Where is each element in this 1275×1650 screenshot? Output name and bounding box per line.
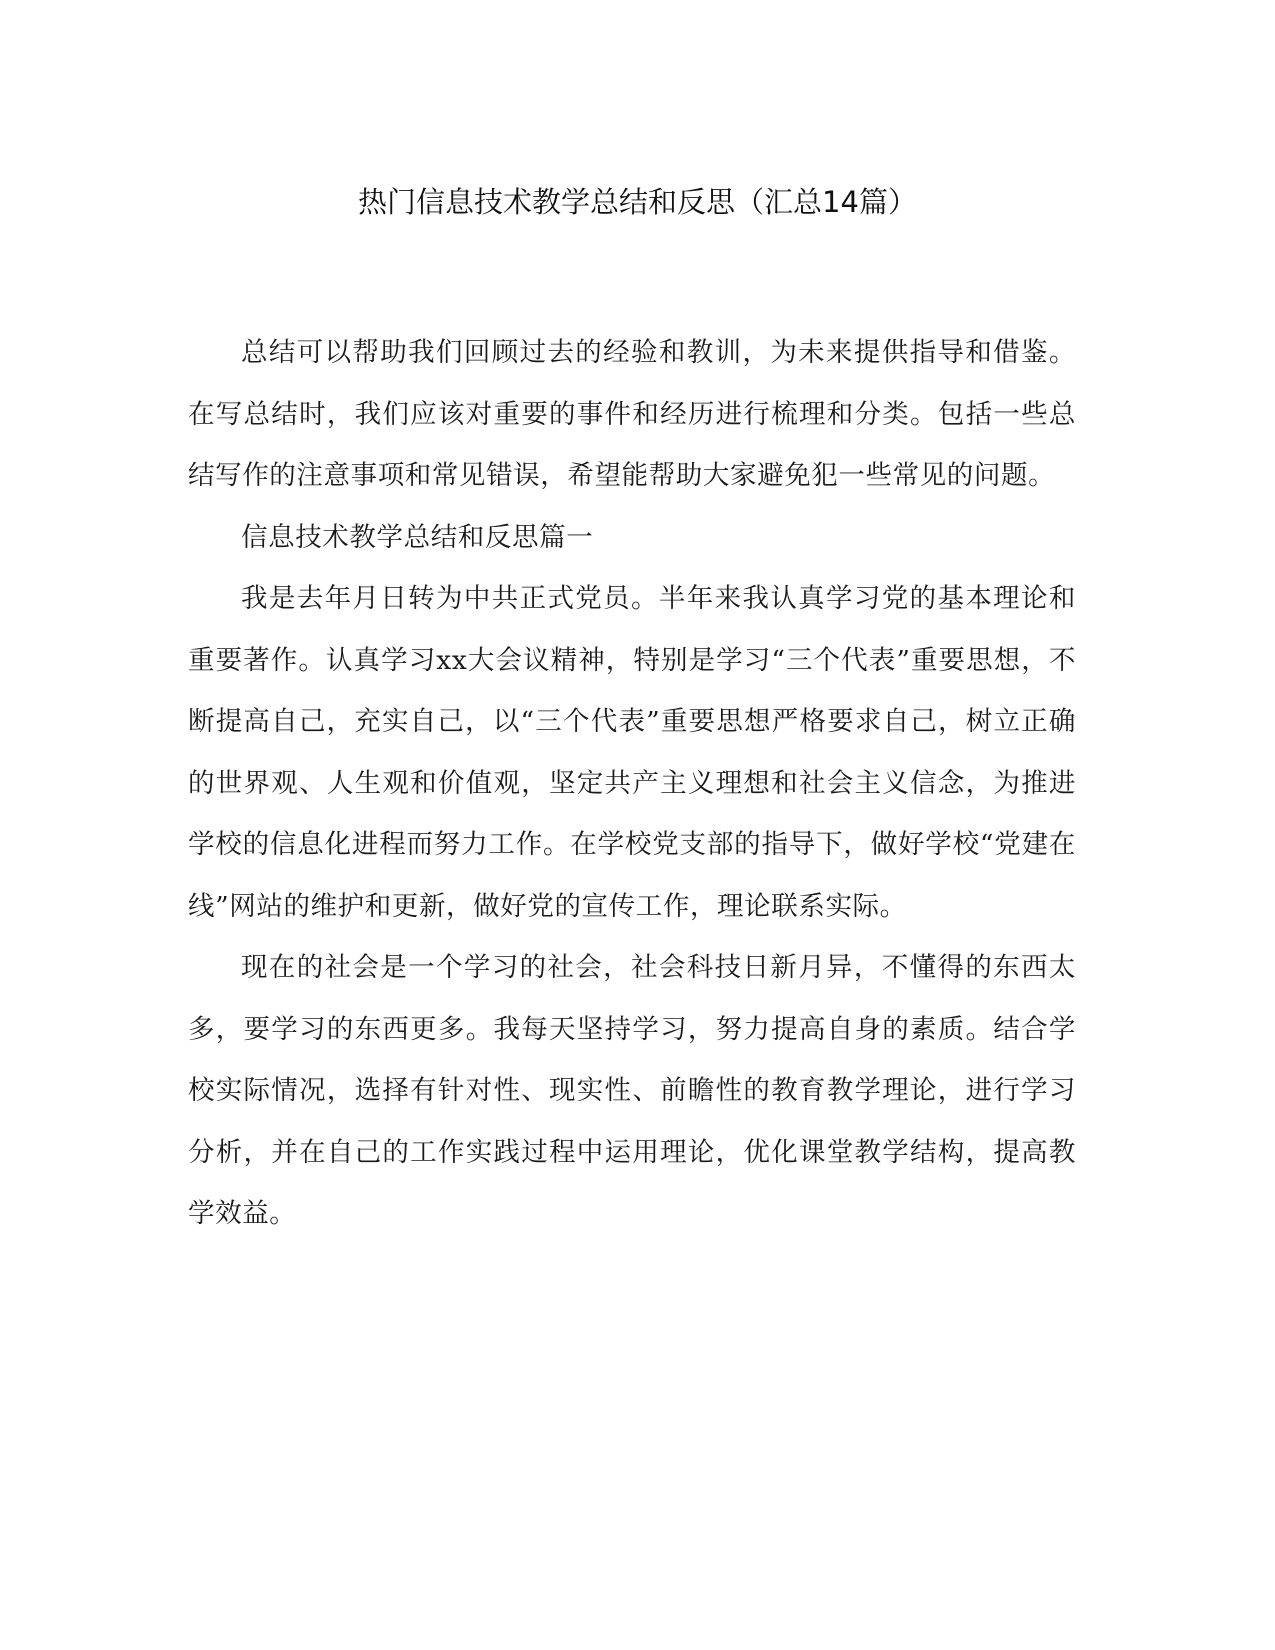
- section-heading: 信息技术教学总结和反思篇一: [241, 521, 594, 553]
- intro-paragraph: 总结可以帮助我们回顾过去的经验和教训，为未来提供指导和借鉴。在写总结时，我们应该对重要的事件和经历进行梳理和分类。包括一些总结写作的注意事项和常见错误，希望能帮助大家避免犯一些常见的问题。: [188, 337, 1076, 491]
- document-title: 热门信息技术教学总结和反思（汇总14篇）: [358, 185, 917, 219]
- body-paragraph: 现在的社会是一个学习的社会，社会科技日新月异，不懂得的东西太多，要学习的东西更多。我每天坚持学习，努力提高自身的素质。结合学校实际情况，选择有针对性、现实性、前瞻性的教育教学理论，进行学习分析，并在自己的工作实践过程中运用理论，优化课堂教学结构，提高教学效益。: [188, 952, 1076, 1229]
- body-paragraph: 我是去年月日转为中共正式党员。半年来我认真学习党的基本理论和重要著作。认真学习xx大会议精神，特别是学习“三个代表”重要思想，不断提高自己，充实自己，以“三个代表”重要思想严格要求自己，树立正确的世界观、人生观和价值观，坚定共产主义理想和社会主义信念，为推进学校的信息化进程而努力工作。在学校党支部的指导下，做好学校“党建在线”网站的维护和更新，做好党的宣传工作，理论联系实际。: [188, 583, 1076, 922]
- document-body: [188, 322, 1076, 1245]
